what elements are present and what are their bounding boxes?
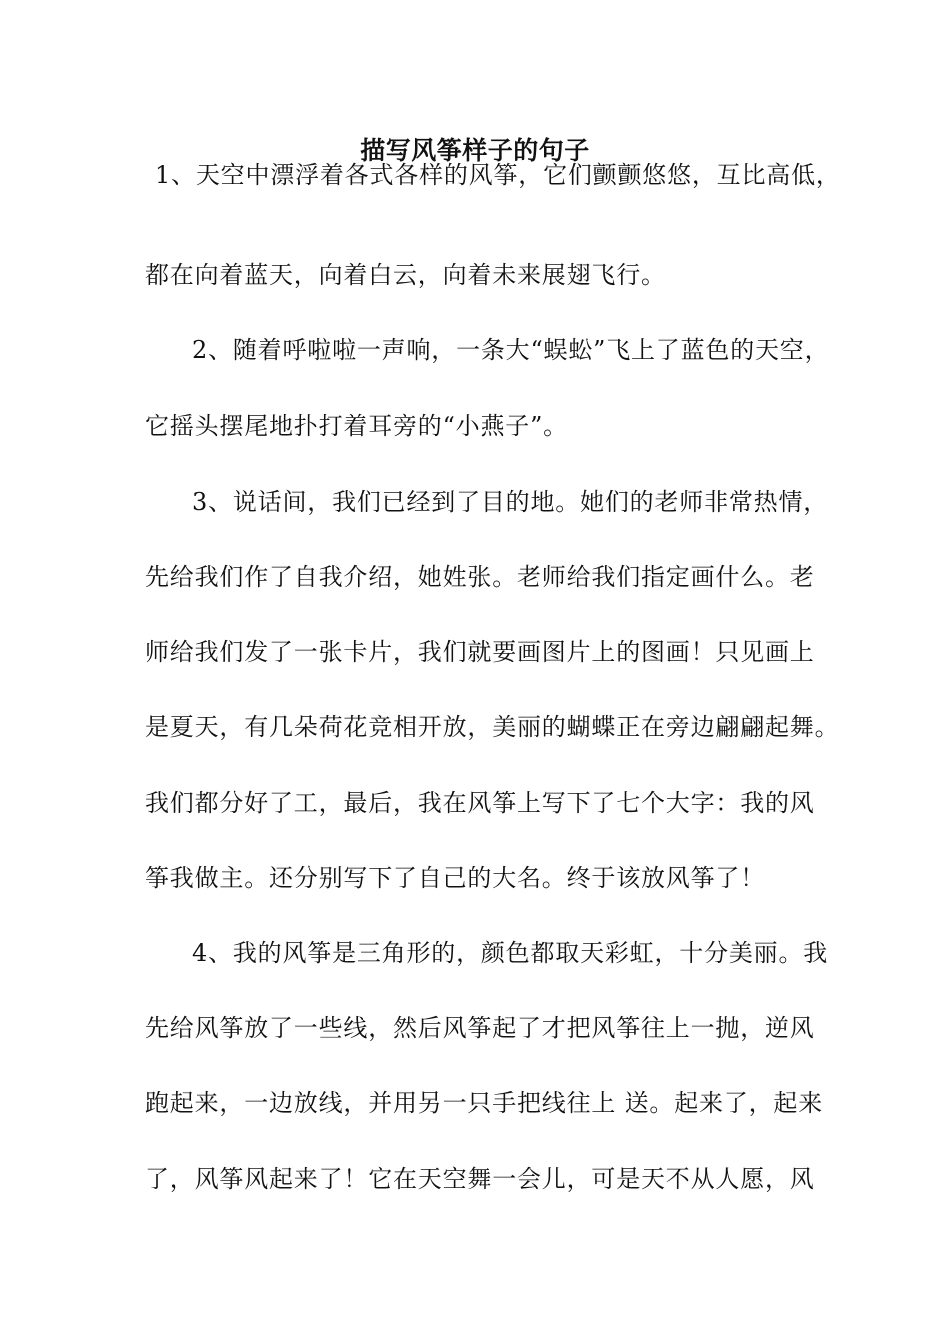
text-line: 它摇头摆尾地扑打着耳旁的“小燕子”。 <box>145 412 568 440</box>
text-line: 师给我们发了一张卡片，我们就要画图片上的图画！只见画上 <box>145 638 815 666</box>
text-line: 跑起来，一边放线，并用另一只手把线往上 送。起来了，起来 <box>145 1089 824 1117</box>
text-line: 是夏天，有几朵荷花竞相开放，美丽的蝴蝶正在旁边翩翩起舞。 <box>145 713 840 741</box>
text-line: 都在向着蓝天，向着白云，向着未来展翅飞行。 <box>145 261 666 289</box>
text-line: 先给风筝放了一些线，然后风筝起了才把风筝往上一抛，逆风 <box>145 1014 815 1042</box>
text-line: 2、随着呼啦啦一声响，一条大“蜈蚣”飞上了蓝色的天空， <box>192 336 830 364</box>
document-title: 描写风筝样子的句子 <box>360 136 590 165</box>
text-line: 4、我的风筝是三角形的，颜色都取天彩虹，十分美丽。我 <box>192 939 829 967</box>
text-line: 3、说话间，我们已经到了目的地。她们的老师非常热情， <box>192 488 829 516</box>
text-line: 先给我们作了自我介绍，她姓张。老师给我们指定画什么。老 <box>145 563 815 591</box>
text-line: 了，风筝风起来了！它在天空舞一会儿，可是天不从人愿，风 <box>145 1165 815 1193</box>
text-line: 筝我做主。还分别写下了自己的大名。终于该放风筝了！ <box>145 864 765 892</box>
text-line: 我们都分好了工，最后，我在风筝上写下了七个大字：我的风 <box>145 789 815 817</box>
text-line: 1、天空中漂浮着各式各样的风筝，它们颤颤悠悠，互比高低， <box>155 161 841 189</box>
